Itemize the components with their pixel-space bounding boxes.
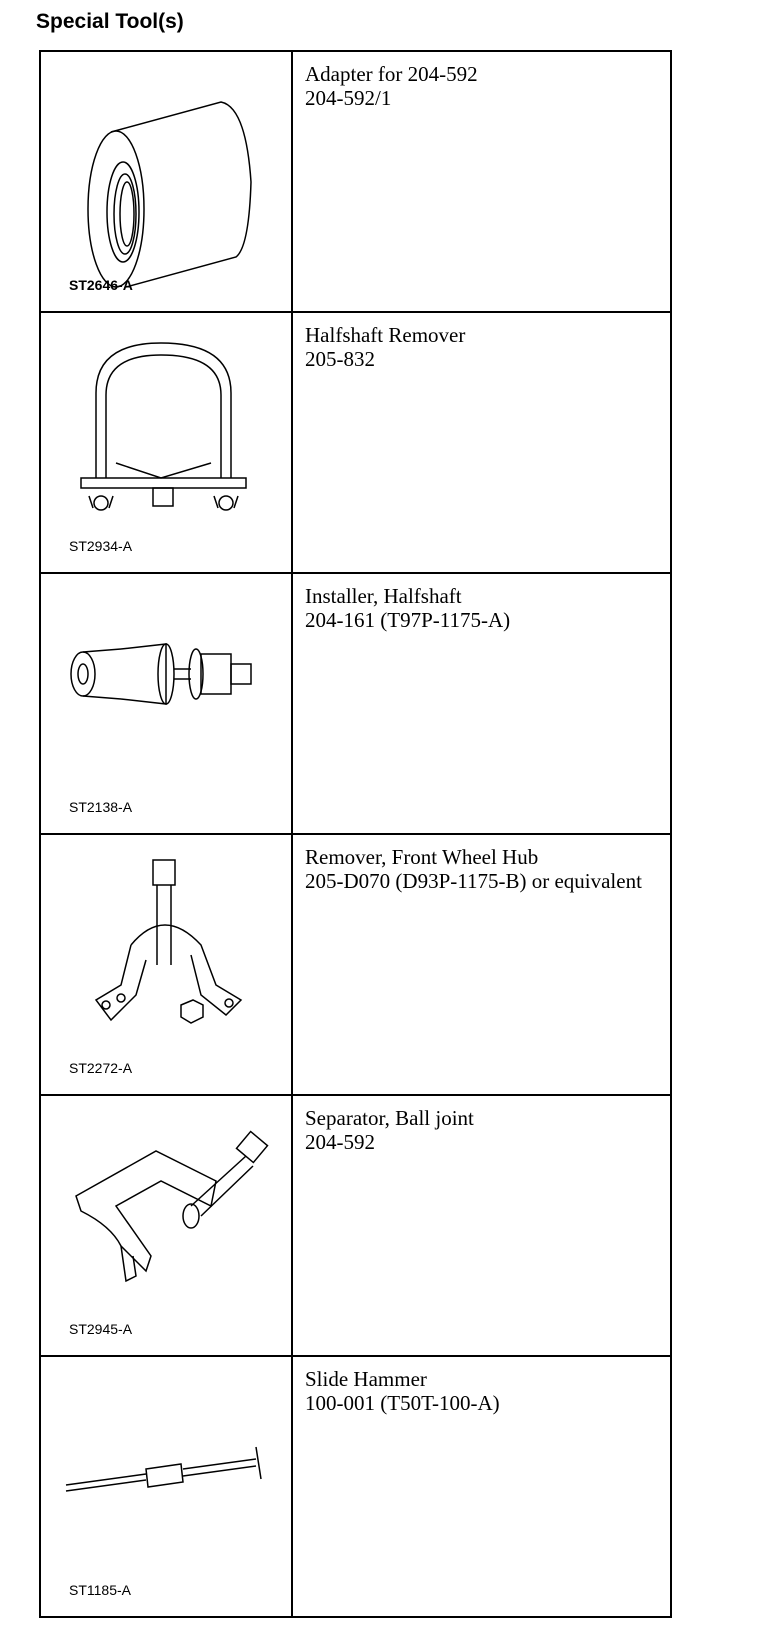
table-row: [40, 573, 671, 834]
tool-code: ST2646-A: [69, 277, 133, 293]
tool-number: 100-001 (T50T-100-A): [305, 1391, 500, 1415]
tool-name: Halfshaft Remover: [305, 323, 466, 347]
tool-description: [292, 1095, 671, 1356]
tool-description: [292, 312, 671, 573]
slide-hammer-illustration: [41, 1357, 291, 1596]
tool-code: ST2138-A: [69, 799, 133, 815]
tool-illustration-cell: [40, 573, 292, 834]
table-row: [40, 1356, 671, 1617]
tool-name: Adapter for 204-592: [305, 62, 478, 86]
tool-code: ST2945-A: [69, 1321, 133, 1337]
table-row: [40, 1095, 671, 1356]
tool-code: ST1185-A: [69, 1582, 131, 1598]
table-row: [40, 51, 671, 312]
tool-number: 204-592: [305, 1130, 375, 1154]
tool-number: 204-161 (T97P-1175-A): [305, 608, 511, 632]
tool-illustration-cell: [40, 51, 292, 312]
wheel-hub-remover-illustration: [41, 835, 291, 1074]
adapter-illustration: [41, 52, 291, 291]
tool-name: Slide Hammer: [305, 1367, 427, 1391]
tool-description: [292, 573, 671, 834]
tool-illustration-cell: [40, 312, 292, 573]
tool-name: Installer, Halfshaft: [305, 584, 462, 608]
table-row: [40, 834, 671, 1095]
tool-number: 204-592/1: [305, 86, 392, 110]
tool-description: [292, 51, 671, 312]
halfshaft-remover-illustration: [41, 313, 291, 552]
halfshaft-installer-illustration: [41, 574, 291, 813]
tool-code: ST2934-A: [69, 538, 133, 554]
ball-joint-separator-illustration: [41, 1096, 291, 1335]
tool-illustration-cell: [40, 1095, 292, 1356]
tool-illustration-cell: [40, 1356, 292, 1617]
tool-code: ST2272-A: [69, 1060, 133, 1076]
tool-name: Remover, Front Wheel Hub: [305, 845, 539, 869]
special-tools-table: [39, 50, 672, 1618]
tool-number: 205-D070 (D93P-1175-B) or equivalent: [305, 869, 642, 893]
tool-illustration-cell: [40, 834, 292, 1095]
tool-description: [292, 1356, 671, 1617]
tool-number: 205-832: [305, 347, 375, 371]
tool-name: Separator, Ball joint: [305, 1106, 474, 1130]
tool-description: [292, 834, 671, 1095]
section-title: Special Tool(s): [36, 10, 184, 33]
table-row: [40, 312, 671, 573]
